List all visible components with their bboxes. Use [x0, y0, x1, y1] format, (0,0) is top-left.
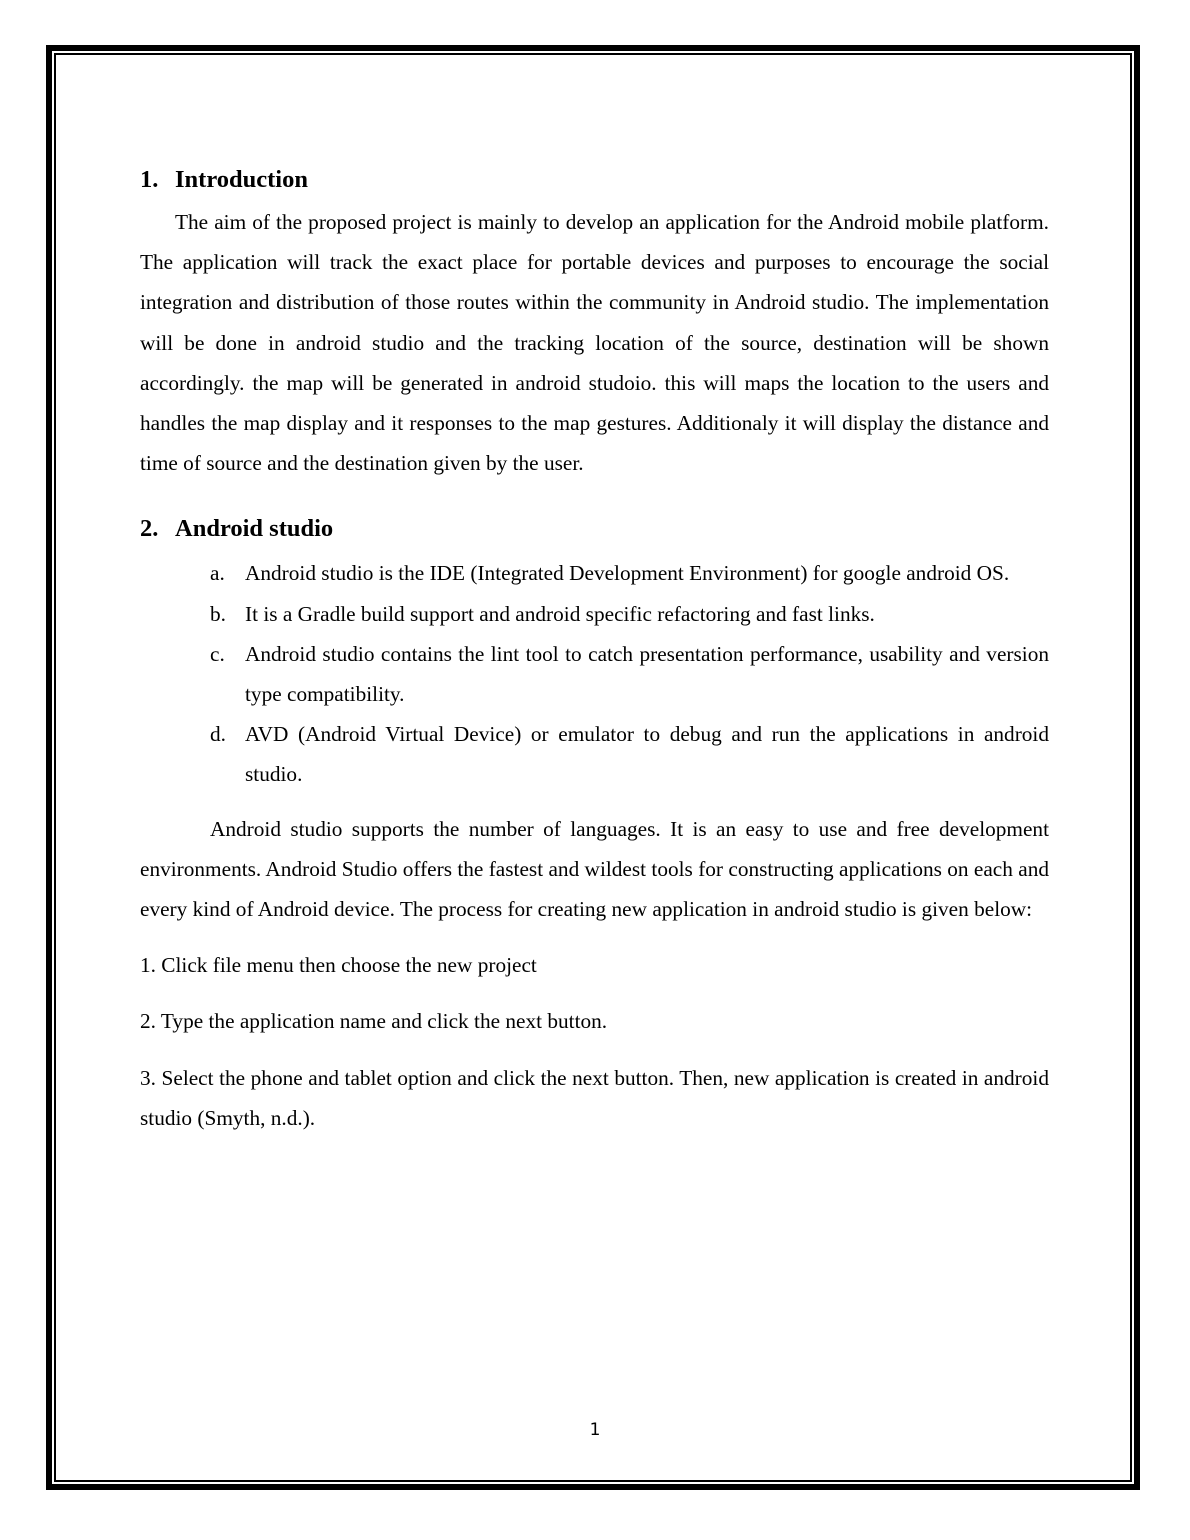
list-marker: a.: [210, 561, 225, 586]
list-item-text: AVD (Android Virtual Device) or emulator to debug and run the applications in android studio.: [245, 722, 1049, 787]
list-item-text: Android studio contains the lint tool to catch presentation performance, usability and version type compatibility.: [245, 641, 1049, 707]
list-marker: c.: [210, 641, 225, 666]
section-title: Android studio: [175, 515, 334, 543]
section-title: Introduction: [175, 166, 308, 193]
features-list: [140, 553, 1049, 794]
step-3: 3. Select the phone and tablet option and click the next button. Then, new application is created in android studio (Smyth, n.d.).: [140, 1065, 1049, 1130]
list-item: [140, 594, 1049, 634]
list-item-text: It is a Gradle build support and android specific refactoring and fast links.: [245, 601, 875, 626]
section-heading-android-studio: [140, 509, 1049, 549]
document-body: [140, 160, 1049, 1138]
list-item: [140, 553, 1049, 593]
list-item: [140, 634, 1049, 714]
page-number: 1: [589, 1420, 601, 1440]
android-studio-paragraph: Android studio supports the number of languages. It is an easy to use and free development environments. Android Studio offers the fastest and wildest tools for constructing applications on each and every kind of Android device. The process for creating new application in android studio is given below:: [140, 816, 1049, 922]
section-number: 2.: [140, 515, 159, 543]
list-marker: d.: [210, 722, 226, 747]
section-number: 1.: [140, 166, 159, 193]
step-1: 1. Click file menu then choose the new project: [140, 953, 537, 978]
list-item-text: Android studio is the IDE (Integrated Development Environment) for google android OS.: [245, 561, 1010, 586]
list-item: [140, 714, 1049, 794]
section-heading-introduction: [140, 160, 1049, 200]
introduction-paragraph: The aim of the proposed project is mainly to develop an application for the Android mobile platform. The application will track the exact place for portable devices and purposes to encourage the social integration and distribution of those routes within the community in Android studio. The implementation will be done in android studio and the tracking location of the source, destination will be shown accordingly. the map will be generated in android studoio. this will maps the location to the users and handles the map display and it responses to the map gestures. Additionaly it will display the distance and time of source and the destination given by the user.: [140, 210, 1049, 476]
list-marker: b.: [210, 601, 226, 626]
step-2: 2. Type the application name and click the next button.: [140, 1009, 608, 1034]
